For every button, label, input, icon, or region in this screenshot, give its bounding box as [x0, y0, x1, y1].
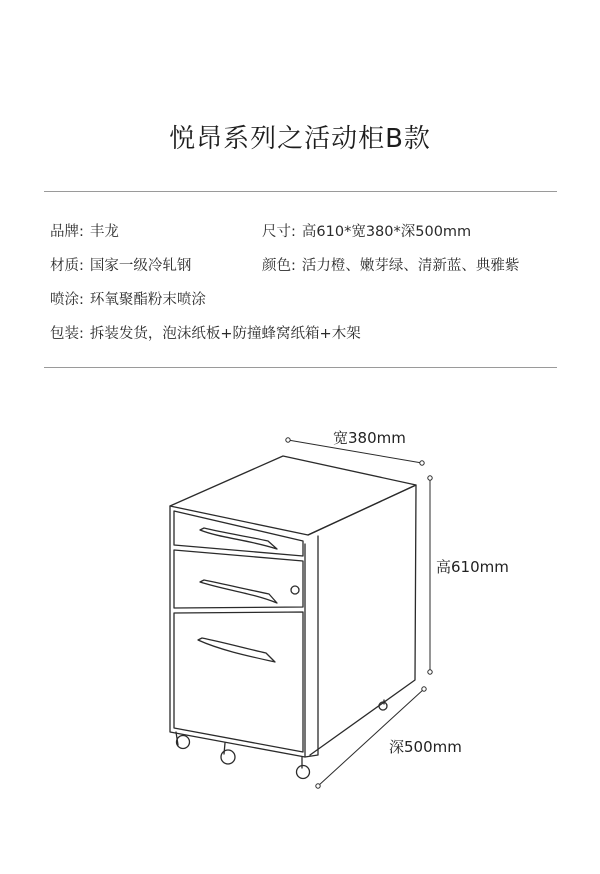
spec-packing	[50, 322, 361, 343]
cabinet-drawing	[0, 400, 600, 820]
caster-front-right	[297, 757, 310, 779]
spec-size-key: 尺寸:	[262, 224, 296, 240]
spec-packing-value: 拆装发货，泡沫纸板+防撞蜂窝纸箱+木架	[89, 326, 361, 342]
drawer-2	[174, 550, 303, 608]
depth-label: 深500mm	[389, 738, 462, 756]
spec-color	[262, 254, 519, 275]
height-label: 高610mm	[436, 558, 509, 576]
cabinet-front-face	[170, 506, 318, 757]
spec-coating-key: 喷涂:	[50, 292, 84, 308]
spec-color-key: 颜色:	[262, 258, 296, 274]
spec-brand	[50, 220, 119, 241]
spec-material-key: 材质:	[50, 258, 84, 274]
width-label: 宽380mm	[333, 429, 406, 447]
spec-size	[262, 220, 471, 241]
drawer-2-handle	[200, 580, 277, 603]
drawer-1-handle	[200, 528, 277, 549]
spec-size-value: 高610*宽380*深500mm	[301, 224, 472, 240]
spec-brand-key: 品牌:	[50, 224, 84, 240]
spec-brand-value: 丰龙	[89, 224, 119, 240]
spec-material	[50, 254, 191, 275]
spec-coating	[50, 288, 206, 309]
cabinet-side-face	[308, 485, 416, 755]
spec-color-value: 活力橙、嫩芽绿、清新蓝、典雅紫	[301, 258, 520, 274]
cabinet-top-face	[170, 456, 416, 535]
lock-icon	[291, 586, 299, 594]
spec-coating-value: 环氧聚酯粉末喷涂	[89, 292, 206, 308]
top-divider	[44, 191, 557, 192]
drawer-3	[174, 612, 303, 752]
drawer-1	[174, 511, 303, 556]
spec-material-value: 国家一级冷轧钢	[89, 258, 192, 274]
spec-packing-key: 包装:	[50, 326, 84, 342]
drawer-3-handle	[198, 638, 275, 662]
bottom-divider	[44, 367, 557, 368]
caster-front-mid	[221, 743, 235, 764]
page-title: 悦昂系列之活动柜B款	[169, 124, 431, 154]
